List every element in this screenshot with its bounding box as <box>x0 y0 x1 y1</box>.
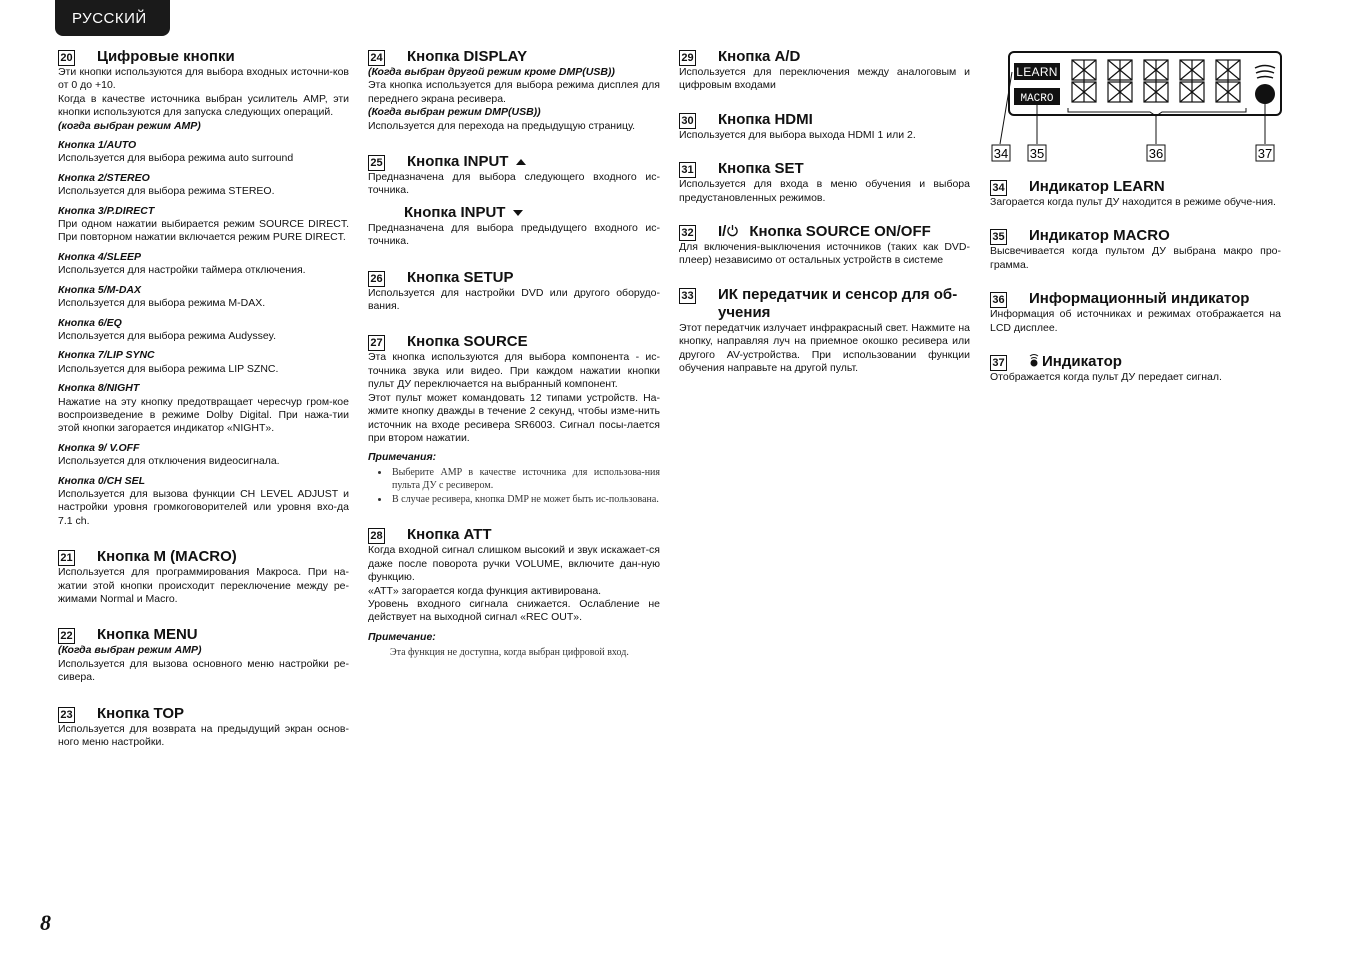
section-heading <box>58 548 349 566</box>
section-20 <box>58 48 349 528</box>
paragraph: Информация об источниках и режимах отображается на LCD дисплее. <box>990 308 1281 334</box>
section-32 <box>679 223 970 268</box>
column-1 <box>58 48 349 763</box>
section-title: Кнопка HDMI <box>718 110 813 128</box>
paragraph: Используется для переключения между аналоговым и цифровым входами <box>679 66 970 92</box>
language-tab <box>55 0 170 36</box>
item-label: Кнопка 3/P.DIRECT <box>58 204 155 217</box>
section-title: Индикатор MACRO <box>1029 227 1170 245</box>
section-heading <box>58 705 349 723</box>
section-title: Кнопка A/D <box>718 48 801 65</box>
mode-note: (Когда выбран режим DMP(USB)) <box>368 106 541 119</box>
section-37 <box>990 353 1281 384</box>
section-title: Кнопка SETUP <box>407 268 514 286</box>
section-heading <box>368 526 660 544</box>
notes-list <box>368 466 660 506</box>
item-text: Используется для выбора режима M-DAX. <box>58 297 266 310</box>
item-label: Кнопка 6/EQ <box>58 316 122 329</box>
item-text: Используется для вызова функции CH LEVEL ADJUST и настройки уровня громкоговорителей или уровня вхо-да 7.1 ch. <box>58 487 349 527</box>
section-number: 26 <box>368 271 385 287</box>
section-heading <box>679 286 970 322</box>
section-heading <box>679 160 970 178</box>
section-title: Кнопка DISPLAY <box>407 48 528 65</box>
note-item: • Выберите AMP в качестве источника для использова-ния пульта ДУ с ресивером. <box>390 466 660 492</box>
section-22 <box>58 626 349 684</box>
callout-34: 34 <box>993 146 1009 161</box>
section-title: Индикатор LEARN <box>1029 178 1165 195</box>
paragraph: Используется для возврата на предыдущий экран основ-ного меню настройки. <box>58 722 349 749</box>
paragraph: Предназначена для выбора предыдущего входного ис-точника. <box>368 221 660 248</box>
note-text: Эта функция не доступна, когда выбран цифровой вход. <box>390 646 629 658</box>
item-label: Кнопка 7/LIP SYNC <box>58 349 155 362</box>
section-number: 20 <box>58 50 75 66</box>
callout-line-34 <box>1000 72 1012 144</box>
section-heading <box>679 111 970 129</box>
paragraph: Используется для программирования Макроса. При на-жатии этой кнопки происходит переключение между ре-жимами Normal и Macro. <box>58 566 349 605</box>
section-title: Цифровые кнопки <box>97 48 235 65</box>
section-29 <box>679 48 970 93</box>
section-heading <box>990 290 1281 308</box>
section-heading <box>368 269 660 287</box>
item-label: Кнопка 0/CH SEL <box>58 474 146 487</box>
item-text: Используется для выбора режима Audyssey. <box>58 329 277 342</box>
section-title: Информационный индикатор <box>1029 290 1250 308</box>
section-23 <box>58 705 349 750</box>
section-27 <box>368 333 660 506</box>
page-number: 8 <box>40 910 51 935</box>
learn-indicator-label: LEARN <box>1016 65 1058 79</box>
power-prefix: I/ <box>718 223 727 241</box>
segment-display <box>1072 60 1240 102</box>
section-heading <box>679 223 970 241</box>
item-label: Кнопка 2/STEREO <box>58 171 150 184</box>
item-label: Кнопка 9/ V.OFF <box>58 441 140 454</box>
section-heading <box>990 227 1281 245</box>
section-title: Индикатор <box>1042 353 1122 371</box>
section-number: 24 <box>368 50 385 66</box>
paragraph: «ATT» загорается когда функция активирована. <box>368 584 602 597</box>
item-text: Используется для выбора режима LIP SZNC. <box>58 362 279 375</box>
power-icon <box>726 224 739 237</box>
item-label: Кнопка 4/SLEEP <box>58 250 142 263</box>
section-title: ИК передатчик и сенсор для об-учения <box>718 285 958 321</box>
section-31 <box>679 160 970 205</box>
section-number: 28 <box>368 528 385 544</box>
item-text: Используется для отключения видеосигнала. <box>58 455 280 468</box>
section-title: Кнопка MENU <box>97 626 198 644</box>
section-21 <box>58 548 349 606</box>
section-34 <box>990 178 1281 209</box>
paragraph: Предназначена для выбора следующего входного ис-точника. <box>368 171 660 197</box>
item-text: Нажатие на эту кнопку предотвращает чересчур гром-кое воспроизведение в режиме Dolby Digital. При нажа-тии этой кнопки загорается индикатор «NIGHT». <box>58 395 349 435</box>
section-number: 36 <box>990 292 1007 308</box>
sub-heading <box>404 204 660 222</box>
section-title: Кнопка ATT <box>407 526 492 544</box>
paragraph: Используется для перехода на предыдущую страницу. <box>368 119 636 132</box>
mode-note: (Когда выбран другой режим кроме DMP(USB)) <box>368 66 615 78</box>
item-label: Кнопка 8/NIGHT <box>58 382 140 395</box>
paragraph: Отображается когда пульт ДУ передает сигнал. <box>990 371 1222 384</box>
section-title: Кнопка TOP <box>97 704 185 722</box>
section-number: 34 <box>990 180 1007 196</box>
section-heading <box>990 353 1281 371</box>
note-title: Примечание: <box>368 630 436 643</box>
paragraph: Уровень входного сигнала снижается. Ослабление не действует на выходной сигнал «REC OUT». <box>368 597 660 624</box>
paragraph: Используется для вызова основного меню настройки ре-сивера. <box>58 657 349 684</box>
section-36 <box>990 290 1281 335</box>
section-title: Кнопка SET <box>718 160 804 178</box>
section-35 <box>990 227 1281 272</box>
paragraph: Используется для выбора выхода HDMI 1 или 2. <box>679 128 916 141</box>
section-28 <box>368 526 660 658</box>
callout-36: 36 <box>1148 146 1164 161</box>
callout-37: 37 <box>1257 146 1273 161</box>
paragraph: Эта кнопка используется для выбора режима дисплея для переднего экрана ресивера. <box>368 79 660 105</box>
paragraph: Когда в качестве источника выбран усилитель AMP, эти кнопки используются для запуска следующих операций. <box>58 92 349 119</box>
section-25 <box>368 153 660 249</box>
paragraph: Для включения-выключения источников (таких как DVD-плеер) независимо от остальных устройств в системе <box>679 241 970 267</box>
item-text: При одном нажатии выбирается режим SOURCE DIRECT. При повторном нажатии включается режим PURE DIRECT. <box>58 218 349 244</box>
arrow-up-icon <box>516 159 526 165</box>
item-text: Используется для выбора режима STEREO. <box>58 185 275 198</box>
column-4 <box>990 178 1281 398</box>
paragraph: Используется для входа в меню обучения и выбора предустановленных режимов. <box>679 178 970 204</box>
section-30 <box>679 111 970 142</box>
section-number: 27 <box>368 335 385 351</box>
column-3 <box>679 48 970 389</box>
section-heading <box>990 178 1281 196</box>
transmit-indicator-dot <box>1255 84 1275 104</box>
section-number: 23 <box>58 707 75 723</box>
column-2 <box>368 48 660 673</box>
lcd-diagram <box>990 48 1282 166</box>
paragraph: Когда входной сигнал слишком высокий и звук искажает-ся даже после поворота ручки VOLUME, включите дан-ную функцию. <box>368 544 660 584</box>
language-label: РУССКИЙ <box>72 9 147 27</box>
section-number: 33 <box>679 288 696 304</box>
section-number: 35 <box>990 229 1007 245</box>
section-heading <box>58 626 349 644</box>
section-title: Кнопка SOURCE ON/OFF <box>749 223 931 241</box>
mode-note: (Когда выбран режим AMP) <box>58 644 202 657</box>
section-24 <box>368 48 660 133</box>
section-number: 25 <box>368 155 385 171</box>
section-number: 31 <box>679 162 696 178</box>
item-text: Используется для настройки таймера отключения. <box>58 264 306 277</box>
section-number: 29 <box>679 50 696 66</box>
section-number: 30 <box>679 113 696 129</box>
signal-waves-icon <box>1255 66 1275 79</box>
section-number: 22 <box>58 628 75 644</box>
arrow-down-icon <box>513 210 523 216</box>
macro-indicator-label: MACRO <box>1020 93 1054 105</box>
paragraph: Используется для настройки DVD или другого оборудо-вания. <box>368 286 660 313</box>
item-label: Кнопка 1/AUTO <box>58 139 137 152</box>
paragraph: Эта кнопка используются для выбора компонента - ис-точника звука или видео. При каждом нажатии кнопки пульт ДУ переключается на выбранный компонент. <box>368 351 660 391</box>
section-heading <box>368 153 660 171</box>
section-heading <box>58 48 349 66</box>
section-heading <box>368 48 660 66</box>
section-heading <box>679 48 970 66</box>
paragraph: Этот пульт может командовать 12 типами устройств. На-жмите кнопку дважды в течение 2 секунд, чтобы изме-нить источник на входе ресивера SR6003. Сигнал посы-лается при втором нажатии. <box>368 391 660 444</box>
paragraph: Этот передатчик излучает инфракрасный свет. Нажмите на кнопку, направляя луч на приемное окошко ресивера или другого AV-устройства. При использовании функции обучения направьте на другой пульт. <box>679 321 970 375</box>
item-label: Кнопка 5/M-DAX <box>58 283 142 296</box>
section-title: Кнопка INPUT <box>407 153 509 171</box>
section-number: 32 <box>679 225 696 241</box>
section-title: Кнопка SOURCE <box>407 333 528 351</box>
transmit-icon <box>1029 353 1039 367</box>
callout-35: 35 <box>1029 146 1045 161</box>
section-number: 21 <box>58 550 75 566</box>
mode-note: (когда выбран режим AMP) <box>58 119 201 132</box>
section-26 <box>368 269 660 314</box>
paragraph: Высвечивается когда пультом ДУ выбрана макро про-грамма. <box>990 245 1281 271</box>
section-33 <box>679 286 970 376</box>
notes-title: Примечания: <box>368 451 437 464</box>
sub-title: Кнопка INPUT <box>404 203 506 221</box>
note-item: • В случае ресивера, кнопка DMP не может быть ис-пользована. <box>390 493 660 506</box>
section-heading <box>368 333 660 351</box>
section-number: 37 <box>990 355 1007 371</box>
section-title: Кнопка M (MACRO) <box>97 548 237 566</box>
paragraph: Загорается когда пульт ДУ находится в режиме обуче-ния. <box>990 196 1276 208</box>
item-text: Используется для выбора режима auto surround <box>58 152 294 165</box>
paragraph: Эти кнопки используются для выбора входных источни-ков от 0 до +10. <box>58 66 349 92</box>
